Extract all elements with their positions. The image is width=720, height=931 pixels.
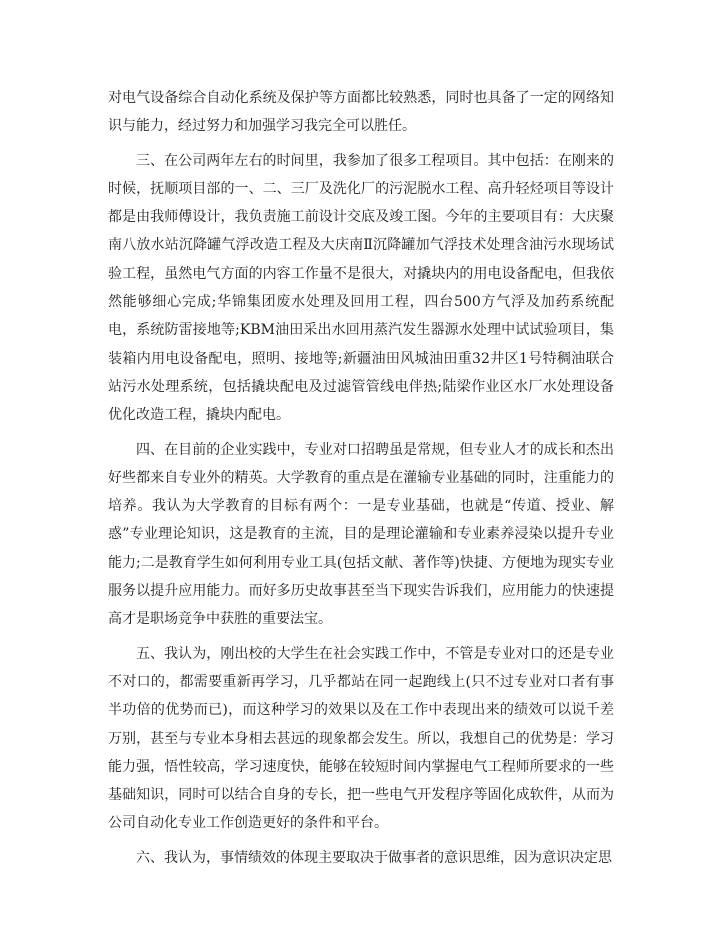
paragraph-2: 三、在公司两年左右的时间里，我参加了很多工程项目。其中包括：在刚来的时候，抚顺项目部的一、二、三厂及洗化厂的污泥脱水工程、高升轻烃项目等设计都是由我师傅设计，我负责施工前设计交底及竣工图。今年的主要项目有：大庆聚南八放水站沉降罐气浮改造工程及大庆南Ⅱ沉降罐加气浮技术处理含油污水现场试验工程，虽然电气方面的内容工作量不是很大，对撬块内的用电设备配电，但我依然能够细心完成;华锦集团废水处理及回用工程，四台500方气浮及加药系统配电，系统防雷接地等;KBM油田采出水回用蒸汽发生器源水处理中试试验项目，集装箱内用电设备配电，照明、接地等;新疆油田风城油田重32井区1号特稠油联合站污水处理系统，包括撬块配电及过滤管管线电伴热;陆梁作业区水厂水处理设备优化改造工程，撬块内配电。 (108, 152, 614, 424)
paragraph-5: 六、我认为，事情绩效的体现主要取决于做事者的意识思维，因为意识决定思 (136, 849, 612, 866)
paragraph-3: 四、在目前的企业实践中，专业对口招聘虽是常规，但专业人才的成长和杰出好些都来自专业外的精英。大学教育的重点是在灌输专业基础的同时，注重能力的培养。我认为大学教育的目标有两个：一是专业基础，也就是“传道、授业、解惑”专业理论知识，这是教育的主流，目的是理论灌输和专业素养浸染以提升专业能力;二是教育学生如何利用专业工具(包括文献、著作等)快捷、方便地为现实专业服务以提升应用能力。而好多历史故事甚至当下现实告诉我们，应用能力的快速提高才是职场竞争中获胜的重要法宝。 (108, 441, 614, 628)
paragraph-4: 五、我认为，刚出校的大学生在社会实践工作中，不管是专业对口的还是专业不对口的，都需要重新再学习，几乎都站在同一起跑线上(只不过专业对口者有事半功倍的优势而已)，而这种学习的效果以及在工作中表现出来的绩效可以说千差万别，甚至与专业本身相去甚远的现象都会发生。所以，我想自己的优势是：学习能力强，悟性较高，学习速度快，能够在较短时间内掌握电气工程师所要求的一些基础知识，同时可以结合自身的专长，把一些电气开发程序等固化成软件，从而为公司自动化专业工作创造更好的条件和平台。 (108, 645, 614, 832)
document-page (108, 84, 614, 878)
paragraph-1: 对电气设备综合自动化系统及保护等方面都比较熟悉，同时也具备了一定的网络知识与能力，经过努力和加强学习我完全可以胜任。 (108, 90, 614, 135)
